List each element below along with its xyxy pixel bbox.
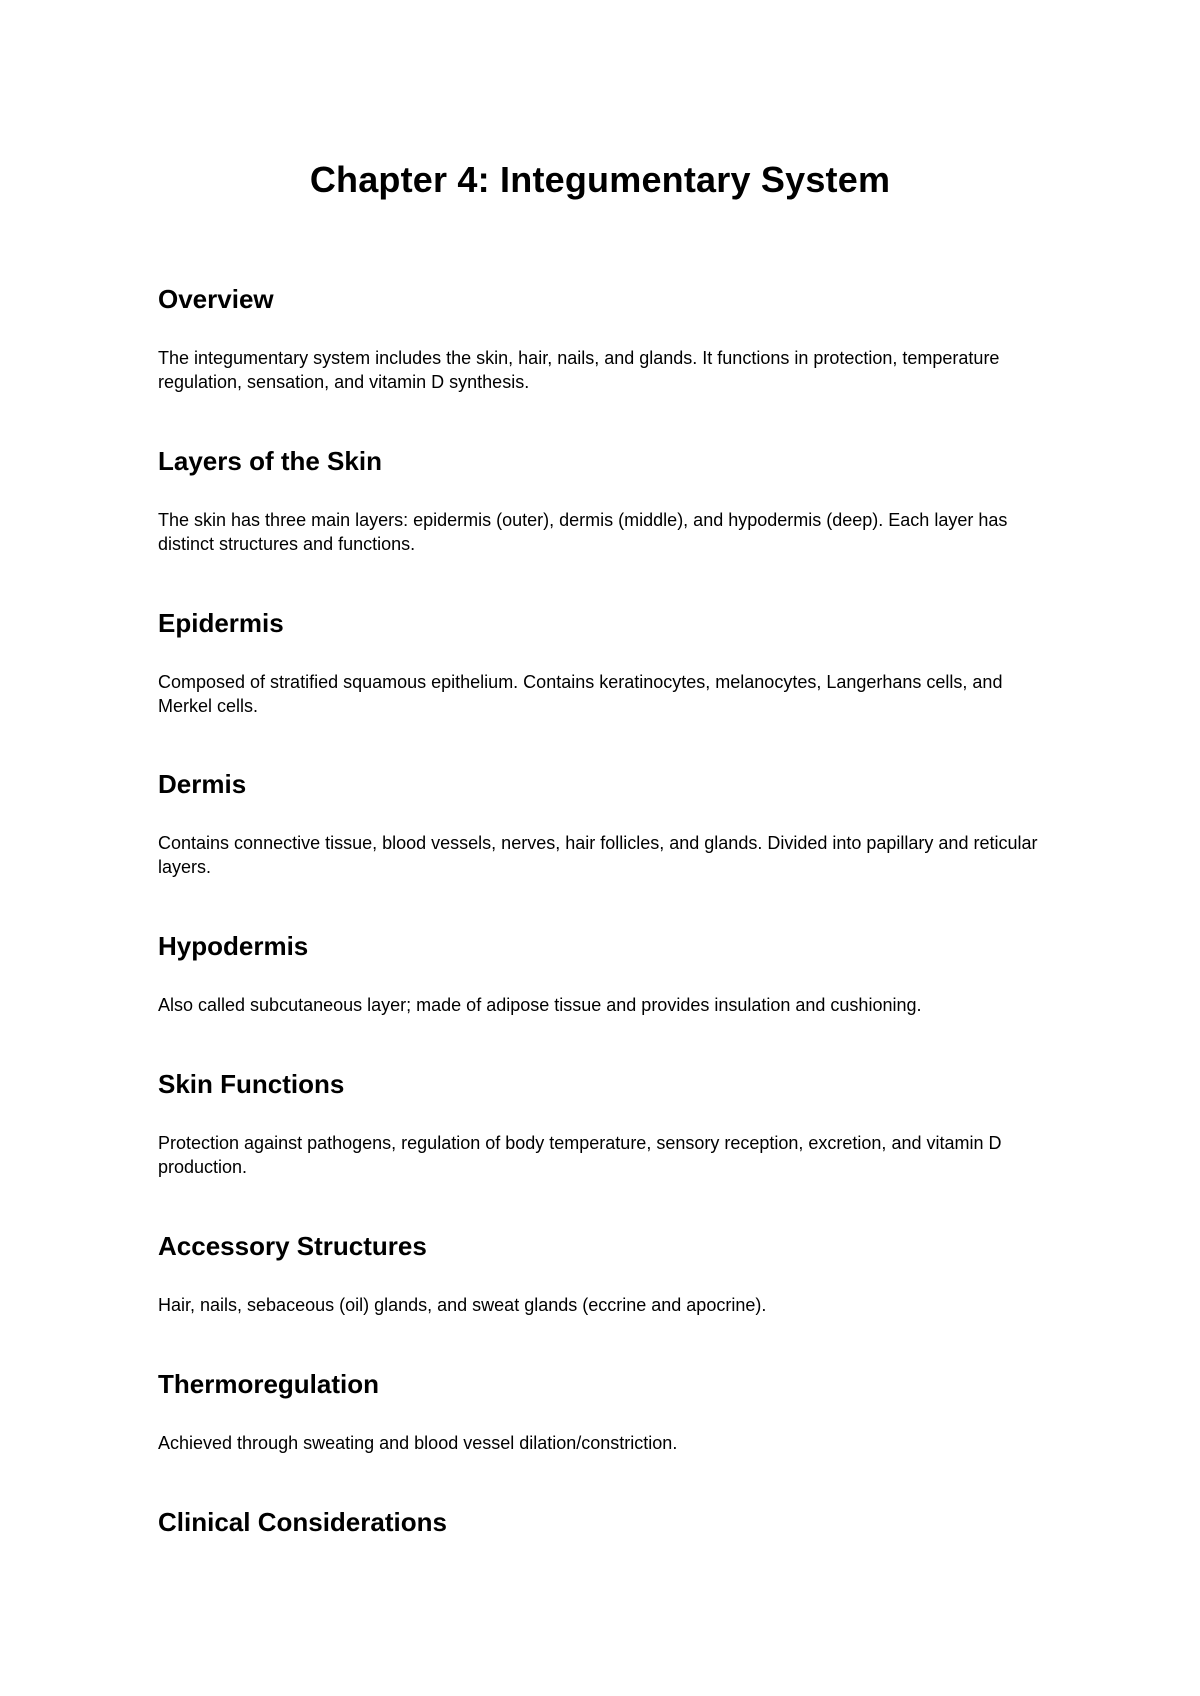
- section-body-epidermis: Composed of stratified squamous epithelium. Contains keratinocytes, melanocytes, Langerhans cells, and Merkel cells.: [158, 672, 1003, 716]
- section-heading-epidermis: Epidermis: [158, 608, 284, 638]
- section-body-skin-functions: Protection against pathogens, regulation of body temperature, sensory reception, excretion, and vitamin D production.: [158, 1133, 1002, 1177]
- section-heading-overview: Overview: [158, 284, 274, 314]
- section-heading-clinical-considerations: Clinical Considerations: [158, 1507, 447, 1537]
- section-body-dermis: Contains connective tissue, blood vessels, nerves, hair follicles, and glands. Divided into papillary and reticular layers.: [158, 833, 1038, 877]
- section-heading-accessory-structures: Accessory Structures: [158, 1231, 427, 1261]
- section-body-layers-of-the-skin: The skin has three main layers: epidermis (outer), dermis (middle), and hypodermis (deep). Each layer has distinct structures and functions.: [158, 510, 1008, 554]
- section-body-hypodermis: Also called subcutaneous layer; made of adipose tissue and provides insulation and cushioning.: [158, 995, 922, 1015]
- page-title: Chapter 4: Integumentary System: [309, 159, 891, 200]
- section-heading-thermoregulation: Thermoregulation: [158, 1369, 380, 1399]
- section-heading-hypodermis: Hypodermis: [158, 931, 309, 961]
- section-heading-dermis: Dermis: [158, 769, 247, 799]
- section-heading-skin-functions: Skin Functions: [158, 1069, 345, 1099]
- section-body-accessory-structures: Hair, nails, sebaceous (oil) glands, and sweat glands (eccrine and apocrine).: [158, 1295, 767, 1315]
- section-body-overview: The integumentary system includes the skin, hair, nails, and glands. It functions in protection, temperature regulation, sensation, and vitamin D synthesis.: [158, 348, 1000, 392]
- section-body-thermoregulation: Achieved through sweating and blood vessel dilation/constriction.: [158, 1433, 678, 1453]
- section-heading-layers-of-the-skin: Layers of the Skin: [158, 446, 382, 476]
